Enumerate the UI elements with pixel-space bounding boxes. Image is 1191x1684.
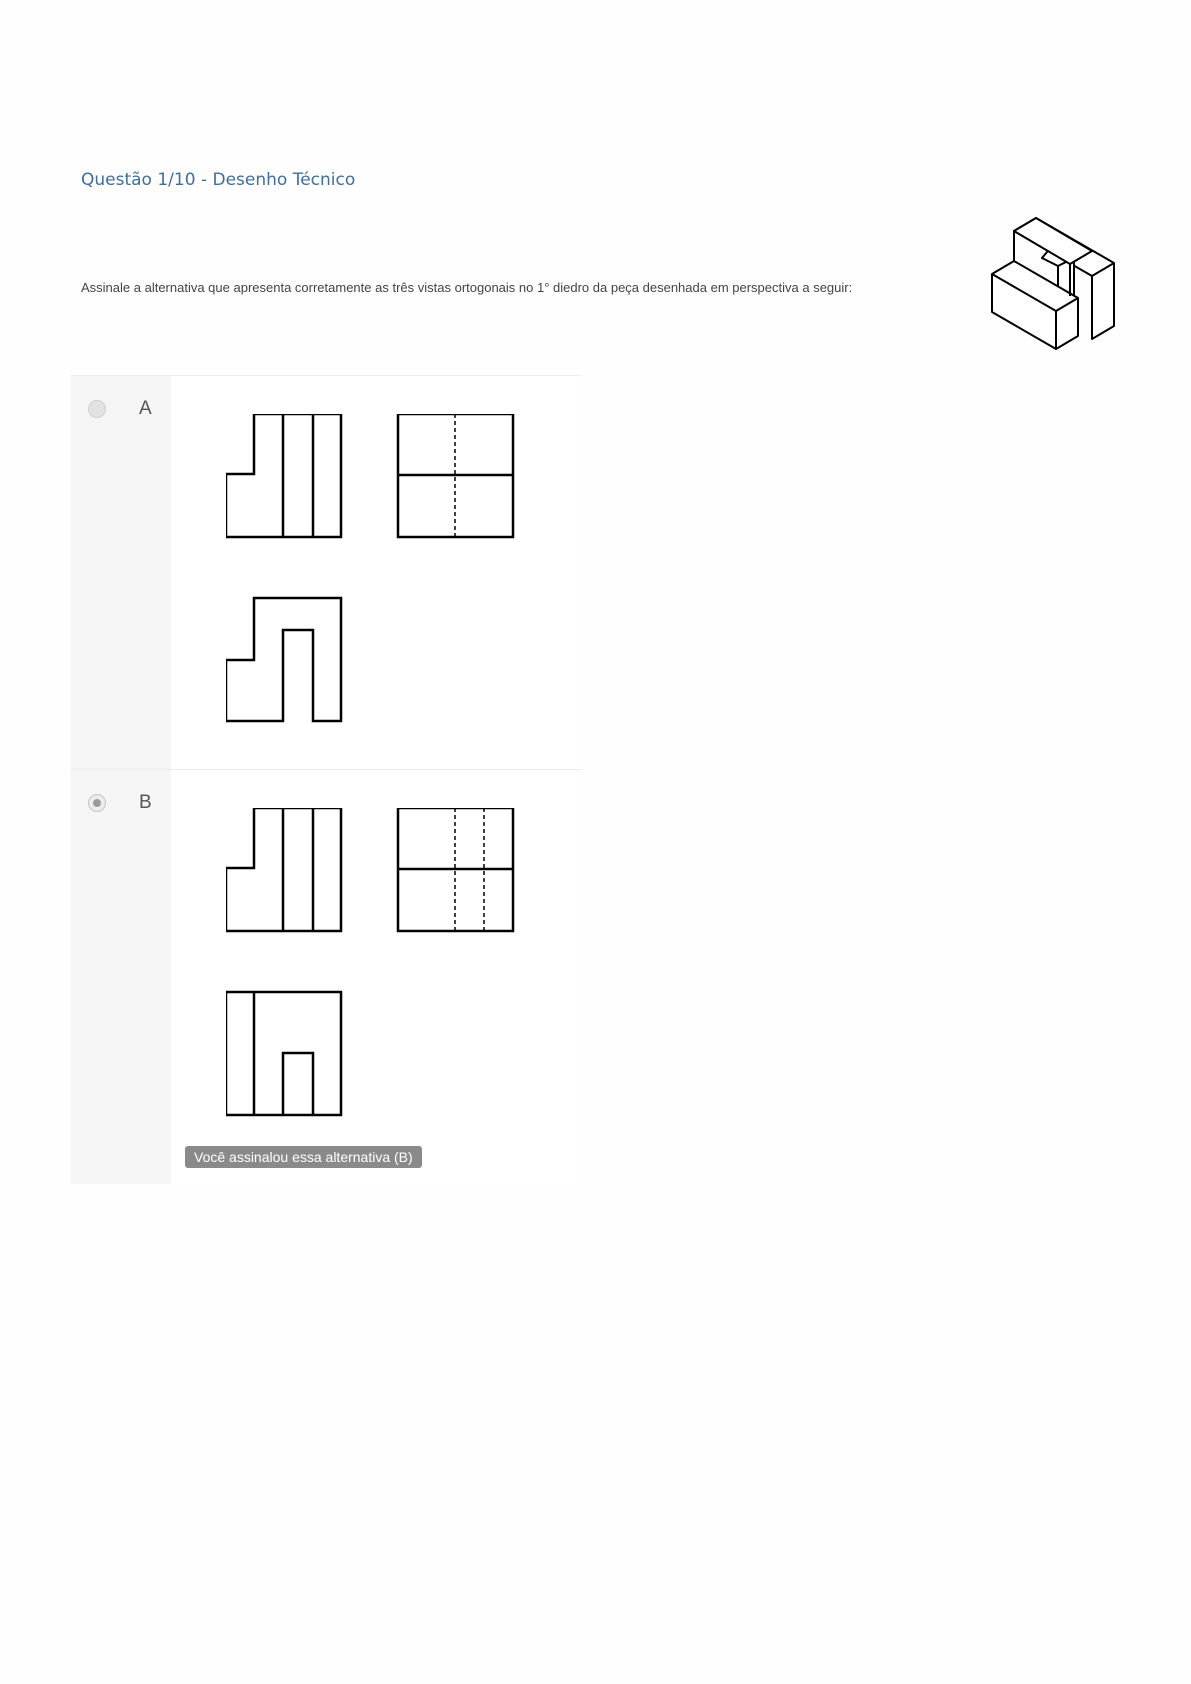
alternative-a-sidebar [71,376,171,769]
alternative-b-sidebar [71,770,171,1184]
alternative-a[interactable] [71,375,581,769]
alternative-b[interactable] [71,769,581,1184]
alternative-a-views-drawing [226,414,526,729]
alternative-a-body[interactable] [171,376,581,769]
isometric-part-drawing [990,216,1118,360]
question-statement: Assinale a alternativa que apresenta corretamente as três vistas ortogonais no 1° diedro da peça desenhada em perspectiva a seguir: [81,280,853,295]
question-title: Questão 1/10 - Desenho Técnico [81,170,356,190]
alternative-a-letter: A [139,398,152,419]
alternative-b-body[interactable] [171,770,581,1184]
alternative-b-radio[interactable] [88,794,106,812]
alternative-a-radio[interactable] [88,400,106,418]
selected-alternative-badge: Você assinalou essa alternativa (B) [185,1146,422,1168]
alternative-b-letter: B [139,792,152,813]
alternatives-list [71,375,581,1184]
alternative-b-views-drawing [226,808,526,1123]
